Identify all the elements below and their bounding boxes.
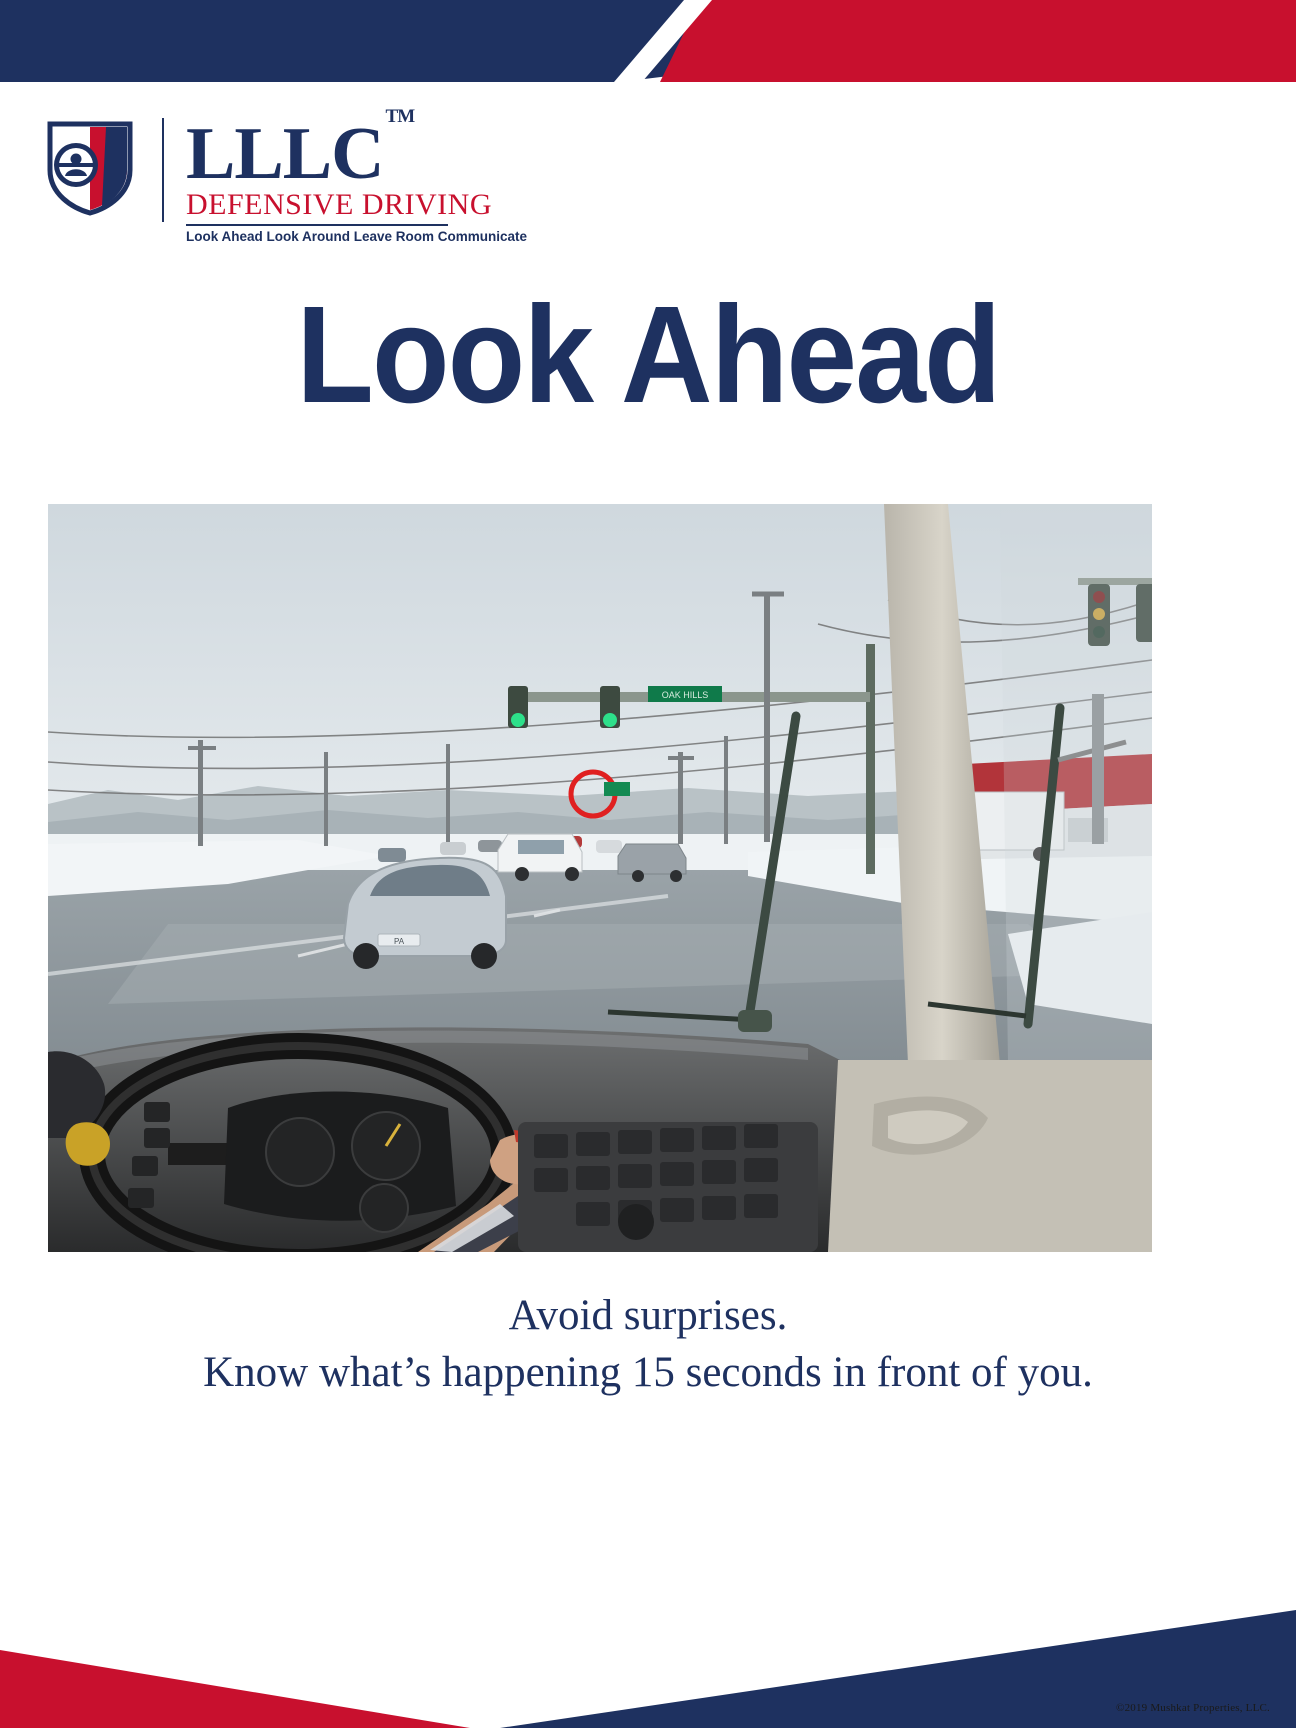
poster-photo — [48, 504, 1152, 1252]
logo-subtitle: DEFENSIVE DRIVING — [186, 188, 492, 222]
top-decorative-banner — [0, 0, 1296, 82]
caption-line-1: Avoid surprises. — [508, 1292, 788, 1339]
brand-logo — [44, 106, 528, 245]
bottom-decorative-banner — [0, 1610, 1296, 1728]
svg-text:PA: PA — [393, 937, 405, 946]
logo-wordmark-text: LLLC — [186, 113, 384, 195]
svg-text:OAK HILLS: OAK HILLS — [661, 690, 709, 700]
logo-text-block — [186, 106, 528, 245]
shield-with-driver-icon — [44, 118, 136, 216]
poster-caption — [0, 1288, 1296, 1402]
logo-rule — [186, 224, 448, 226]
caption-line-2: Know what’s happening 15 seconds in front of you. — [203, 1348, 1093, 1396]
trademark-symbol: TM — [385, 106, 415, 128]
logo-wordmark — [186, 106, 415, 195]
copyright-notice: ©2019 Mushkat Properties, LLC. — [1116, 1702, 1270, 1714]
page-title: Look Ahead — [296, 278, 1000, 432]
logo-divider — [162, 118, 164, 222]
logo-tagline: Look Ahead Look Around Leave Room Communicate — [186, 229, 528, 245]
